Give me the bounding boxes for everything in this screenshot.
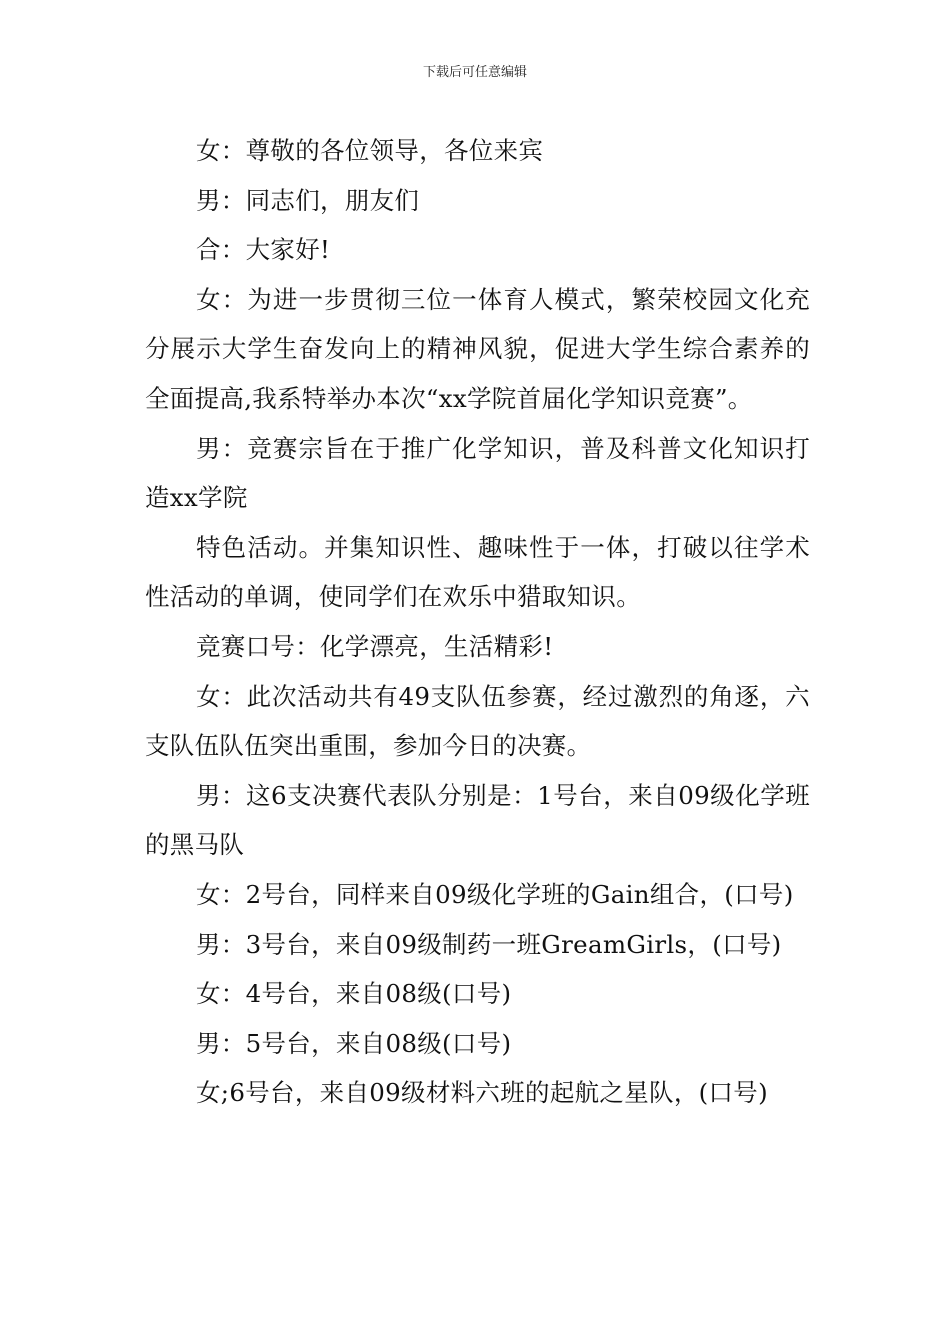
paragraph: 特色活动。并集知识性、趣味性于一体，打破以往学术性活动的单调，使同学们在欢乐中猎取知识。 (145, 532, 810, 612)
paragraph: 女：4号台，来自08级(口号) (196, 979, 512, 1009)
paragraph: 男：这6支决赛代表队分别是：1号台，来自09级化学班的黑马队 (145, 780, 810, 860)
paragraph: 女：为进一步贯彻三位一体育人模式，繁荣校园文化充分展示大学生奋发向上的精神风貌，促进大学生综合素养的全面提高,我系特举办本次“xx学院首届化学知识竞赛”。 (145, 284, 810, 413)
page-header: 下载后可任意编辑 (422, 65, 527, 80)
paragraph: 男：同志们，朋友们 (196, 185, 420, 215)
document-body (145, 126, 810, 1118)
paragraph: 女：尊敬的各位领导，各位来宾 (196, 136, 544, 165)
paragraph: 男：3号台，来自09级制药一班GreamGirls，(口号) (196, 929, 782, 959)
paragraph: 竞赛口号：化学漂亮，生活精彩! (196, 631, 554, 661)
paragraph: 男：5号台，来自08级(口号) (196, 1028, 512, 1058)
paragraph: 女;6号台，来自09级材料六班的起航之星队，(口号) (196, 1078, 768, 1108)
paragraph: 女：此次活动共有49支队伍参赛，经过激烈的角逐，六支队伍队伍突出重围，参加今日的决赛。 (145, 681, 810, 761)
paragraph: 女：2号台，同样来自09级化学班的Gain组合，(口号) (196, 879, 794, 909)
paragraph: 合：大家好! (196, 235, 331, 265)
paragraph: 男：竞赛宗旨在于推广化学知识，普及科普文化知识打造xx学院 (145, 433, 810, 513)
